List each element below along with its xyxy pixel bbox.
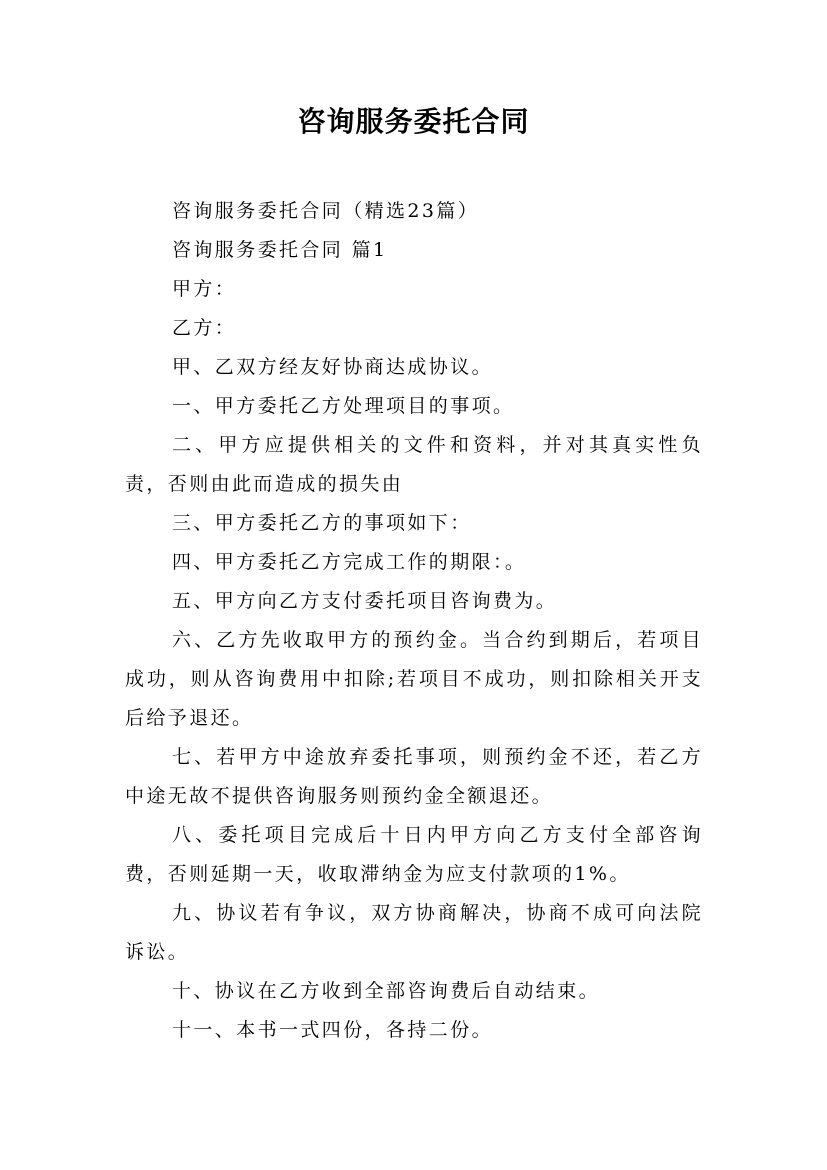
paragraph-clause-5: 五、甲方向乙方支付委托项目咨询费为。 xyxy=(172,590,558,612)
document-body xyxy=(125,192,703,1050)
paragraph-party-a: 甲方： xyxy=(172,278,237,300)
paragraph-clause-6: 六、乙方先收取甲方的预约金。当合约到期后，若项目成功，则从咨询费用中扣除;若项目不成功，则扣除相关开支后给予退还。 xyxy=(125,629,703,729)
paragraph-clause-2: 二、甲方应提供相关的文件和资料，并对其真实性负责，否则由此而造成的损失由 xyxy=(125,434,703,495)
paragraph-clause-9: 九、协议若有争议，双方协商解决，协商不成可向法院诉讼。 xyxy=(125,902,703,963)
paragraph-clause-4: 四、甲方委托乙方完成工作的期限：。 xyxy=(172,551,527,573)
paragraph-agreement: 甲、乙双方经友好协商达成协议。 xyxy=(172,356,494,378)
paragraph-clause-11: 十一、本书一式四份，各持二份。 xyxy=(172,1019,494,1041)
paragraph-subtitle: 咨询服务委托合同（精选23篇） xyxy=(172,200,480,222)
paragraph-clause-8: 八、委托项目完成后十日内甲方向乙方支付全部咨询费，否则延期一天，收取滞纳金为应支付款项的1%。 xyxy=(125,824,703,885)
paragraph-clause-3: 三、甲方委托乙方的事项如下： xyxy=(172,512,472,534)
paragraph-clause-10: 十、协议在乙方收到全部咨询费后自动结束。 xyxy=(172,980,601,1002)
paragraph-clause-7: 七、若甲方中途放弃委托事项，则预约金不还，若乙方中途无故不提供咨询服务则预约金全额退还。 xyxy=(125,746,703,807)
paragraph-section-heading: 咨询服务委托合同 篇1 xyxy=(172,239,388,261)
document-title: 咨询服务委托合同 xyxy=(297,105,530,138)
paragraph-clause-1: 一、甲方委托乙方处理项目的事项。 xyxy=(172,395,515,417)
paragraph-party-b: 乙方： xyxy=(172,317,237,339)
